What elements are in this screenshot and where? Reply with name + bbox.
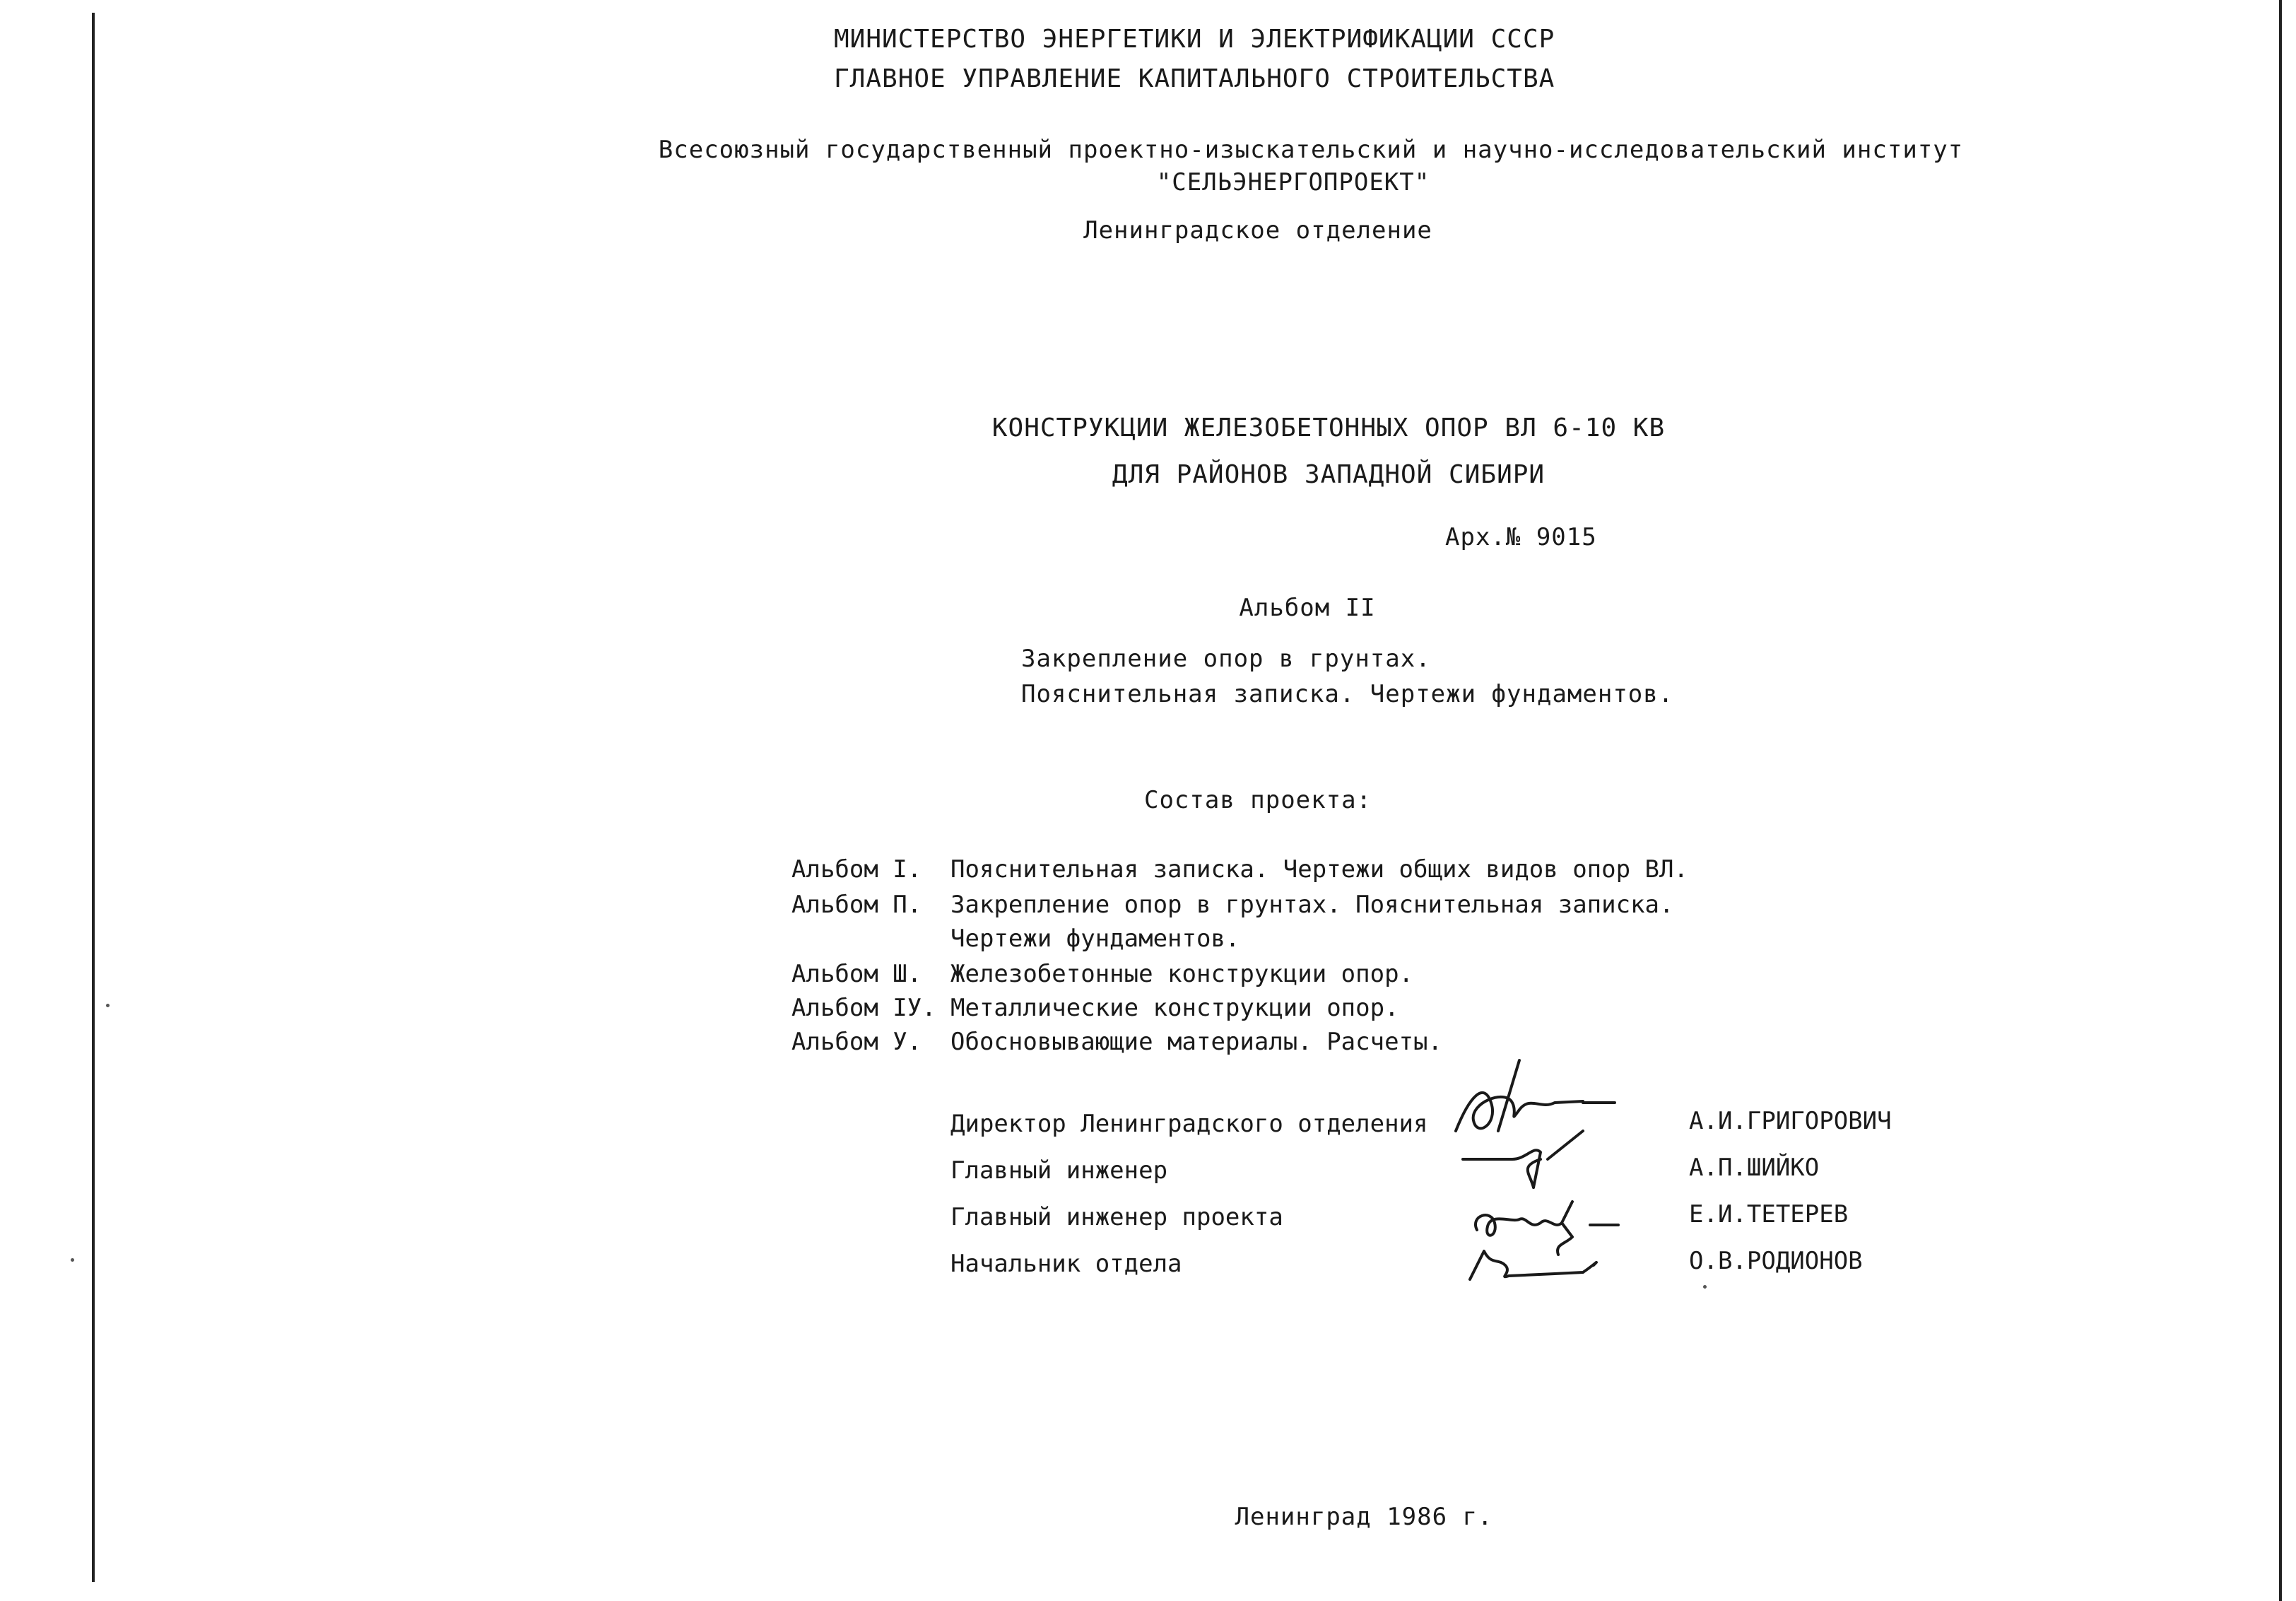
right-border-line (2279, 0, 2282, 1601)
signatory-role: Директор Ленинградского отделения (950, 1110, 1428, 1138)
composition-item-label: Альбом П. (791, 891, 922, 919)
place-and-year: Ленинград 1986 г. (1235, 1503, 1493, 1531)
ministry-title: МИНИСТЕРСТВО ЭНЕРГЕТИКИ И ЭЛЕКТРИФИКАЦИИ СССР (834, 25, 1555, 54)
composition-item-label: Альбом I. (791, 855, 922, 884)
project-title-line2: ДЛЯ РАЙОНОВ ЗАПАДНОЙ СИБИРИ (1112, 460, 1546, 489)
composition-heading: Состав проекта: (1143, 786, 1372, 814)
institute-description: Всесоюзный государственный проектно-изыскательский и научно-исследовательский институт (658, 136, 1964, 164)
project-title-line1: КОНСТРУКЦИИ ЖЕЛЕЗОБЕТОННЫХ ОПОР ВЛ 6-10 КВ (991, 414, 1666, 442)
signatory-name: О.В.РОДИОНОВ (1689, 1247, 1863, 1275)
scan-speck (106, 1004, 110, 1007)
composition-item-label: Альбом Ш. (791, 960, 922, 988)
composition-item-label: Альбом IУ. (791, 994, 936, 1022)
branch-name: Ленинградское отделение (1083, 216, 1432, 245)
composition-item-text: Пояснительная записка. Чертежи общих видов опор ВЛ. (950, 855, 1688, 884)
left-border-line (92, 13, 95, 1582)
signatory-role: Главный инженер (950, 1156, 1168, 1185)
scan-speck (71, 1258, 74, 1262)
composition-item-text: Закрепление опор в грунтах. Пояснительная записка. (950, 891, 1674, 919)
composition-item-text: Чертежи фундаментов. (950, 925, 1240, 953)
signature-teterev (1476, 1202, 1618, 1255)
album-description-2: Пояснительная записка. Чертежи фундаментов. (1021, 680, 1674, 708)
archive-number: Арх.№ 9015 (1445, 523, 1597, 551)
signatory-name: А.И.ГРИГОРОВИЧ (1689, 1107, 1892, 1135)
album-label: Альбом II (1239, 594, 1376, 622)
signatory-role: Начальник отдела (950, 1250, 1182, 1278)
signature-shiyko (1463, 1131, 1583, 1187)
album-description-1: Закрепление опор в грунтах. (1021, 645, 1431, 673)
composition-item-text: Металлические конструкции опор. (950, 994, 1399, 1022)
composition-item-text: Железобетонные конструкции опор. (950, 960, 1414, 988)
institute-name: "СЕЛЬЭНЕРГОПРОЕКТ" (1156, 168, 1430, 197)
composition-item-text: Обосновывающие материалы. Расчеты. (950, 1028, 1442, 1056)
signature-grigorovich (1456, 1060, 1615, 1131)
signature-rodionov (1470, 1251, 1596, 1279)
directorate-title: ГЛАВНОЕ УПРАВЛЕНИЕ КАПИТАЛЬНОГО СТРОИТЕЛЬСТВА (834, 64, 1555, 93)
composition-item-label: Альбом У. (791, 1028, 922, 1056)
signatory-role: Главный инженер проекта (950, 1203, 1283, 1231)
signatory-name: Е.И.ТЕТЕРЕВ (1689, 1200, 1849, 1228)
signatory-name: А.П.ШИЙКО (1689, 1154, 1820, 1182)
scan-speck (1703, 1285, 1707, 1289)
handwritten-signatures (1442, 1053, 1682, 1308)
